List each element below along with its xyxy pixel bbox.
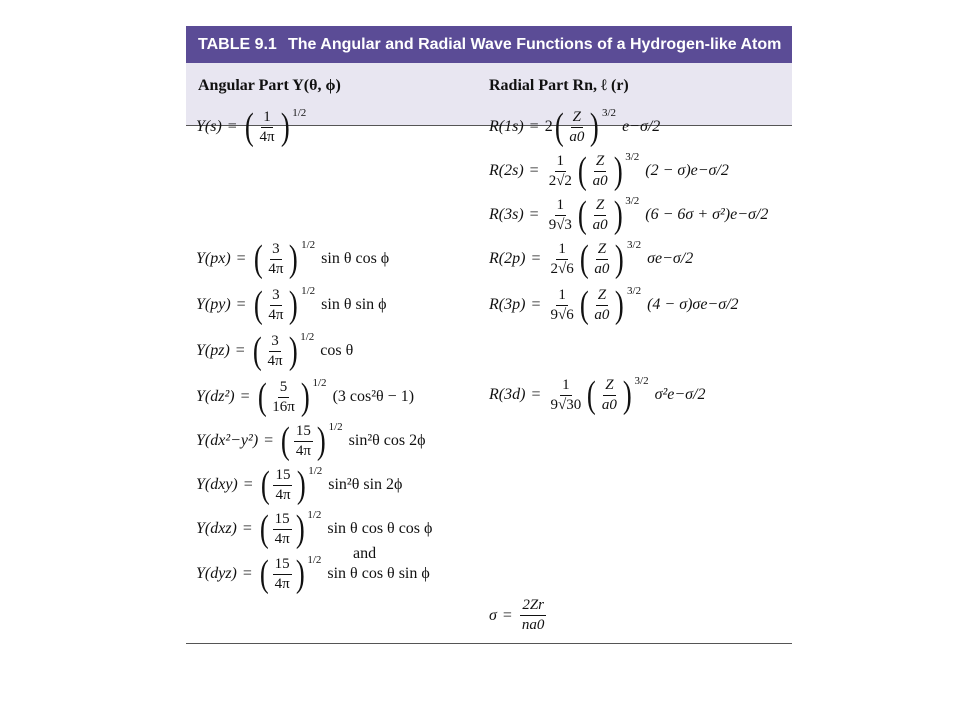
angular-exponent: 1/2 — [308, 464, 323, 477]
angular-denominator: 4π — [267, 352, 283, 369]
table-caption: The Angular and Radial Wave Functions of a Hydrogen-like Atom — [288, 36, 782, 53]
radial-lhs: R(2p) — [489, 250, 526, 267]
angular-numerator: 5 — [278, 380, 290, 398]
angular-row: Y(dyz) = ( $\frac{15}{4\pi}$ ) 1/2 sin θ cos θ sin ϕ — [196, 553, 430, 595]
angular-exponent: 1/2 — [292, 106, 307, 119]
angular-exponent: 1/2 — [300, 330, 315, 343]
radial-tail: σ²e−σ/2 — [654, 386, 706, 403]
radial-exponent: 3/2 — [625, 150, 640, 163]
radial-z-numerator: Z — [596, 288, 608, 306]
angular-lhs: Y(px) — [196, 250, 231, 267]
radial-tail: (2 − σ)e−σ/2 — [645, 162, 729, 179]
radial-coef-numerator: 1 — [556, 288, 568, 306]
angular-tail: (3 cos²θ − 1) — [332, 388, 415, 405]
radial-coef-denominator: 2√6 — [550, 260, 574, 277]
radial-z-denominator: a0 — [594, 260, 610, 277]
angular-lhs: Y(dz²) — [196, 388, 235, 405]
radial-lhs: R(3d) — [489, 386, 526, 403]
angular-denominator: 16π — [272, 398, 295, 415]
radial-coef-numerator: 1 — [556, 242, 568, 260]
radial-part-header: Radial Part Rn, ℓ (r) — [489, 77, 629, 94]
angular-exponent: 1/2 — [328, 420, 343, 433]
radial-coef-numerator: 1 — [555, 198, 567, 216]
angular-row: Y(dxy) = ( $\frac{15}{4\pi}$ ) 1/2 sin²θ sin 2ϕ — [196, 464, 403, 506]
radial-lhs: R(2s) — [489, 162, 524, 179]
angular-numerator: 3 — [269, 334, 281, 352]
sigma-lhs: σ — [489, 606, 497, 624]
angular-row: Y(s) = ( $\frac{1}{4\pi}$ ) 1/2 — [196, 106, 307, 148]
angular-part-header: Angular Part Y(θ, ϕ) — [198, 77, 341, 94]
angular-exponent: 1/2 — [301, 284, 316, 297]
radial-coef-numerator: 1 — [560, 378, 572, 396]
radial-exponent: 3/2 — [602, 106, 617, 119]
radial-row: R(3d) = $\frac{1}{9√30}$ ( $\frac{Z}{a0}$ ) 3/2 σ²e−σ/2 — [489, 374, 706, 416]
angular-row: Y(dx²−y²) = ( $\frac{15}{4\pi}$ ) 1/2 sin²θ cos 2ϕ — [196, 420, 426, 462]
radial-z-numerator: Z — [603, 378, 615, 396]
table-bottom-rule — [186, 643, 792, 644]
angular-row: Y(dz²) = ( $\frac{5}{16\pi}$ ) 1/2 (3 cos²θ − 1) — [196, 376, 415, 418]
angular-exponent: 1/2 — [307, 553, 322, 566]
radial-exponent: 3/2 — [625, 194, 640, 207]
radial-row: R(1s) = 2 ( $\frac{Z}{a0}$ ) 3/2 e−σ/2 — [489, 106, 661, 148]
angular-tail: sin θ cos ϕ — [321, 250, 390, 267]
angular-denominator: 4π — [274, 575, 290, 592]
radial-z-numerator: Z — [594, 154, 606, 172]
sigma-denominator: na0 — [521, 617, 545, 633]
and-label: and — [353, 545, 377, 562]
angular-lhs: Y(dxy) — [196, 476, 238, 493]
angular-lhs: Y(dyz) — [196, 565, 237, 582]
angular-numerator: 15 — [273, 468, 292, 486]
radial-z-denominator: a0 — [569, 128, 585, 145]
radial-tail: e−σ/2 — [622, 118, 661, 135]
radial-coef-denominator: 9√3 — [548, 216, 572, 233]
angular-tail: sin θ cos θ cos ϕ — [327, 520, 433, 537]
radial-lhs: R(3s) — [489, 206, 524, 223]
radial-exponent: 3/2 — [627, 238, 642, 251]
angular-tail: cos θ — [320, 342, 354, 359]
angular-numerator: 15 — [273, 557, 292, 575]
angular-lhs: Y(py) — [196, 296, 231, 313]
radial-lhs: R(1s) — [489, 118, 524, 135]
angular-denominator: 4π — [259, 128, 275, 145]
radial-tail: (6 − 6σ + σ²)e−σ/2 — [645, 206, 769, 223]
angular-numerator: 3 — [270, 288, 282, 306]
radial-row: R(2s) = $\frac{1}{2√2}$ ( $\frac{Z}{a0}$ ) 3/2 (2 − σ)e−σ/2 — [489, 150, 729, 192]
angular-exponent: 1/2 — [307, 508, 322, 521]
angular-row: Y(dxz) = ( $\frac{15}{4\pi}$ ) 1/2 sin θ cos θ cos ϕ — [196, 508, 433, 550]
radial-row: R(3s) = $\frac{1}{9√3}$ ( $\frac{Z}{a0}$ ) 3/2 (6 − 6σ + σ²)e−σ/2 — [489, 194, 769, 236]
angular-row: Y(pz) = ( $\frac{3}{4\pi}$ ) 1/2 cos θ — [196, 330, 354, 372]
radial-coefficient: 2 — [544, 118, 553, 135]
sigma-definition: σ = $\frac{2Zr}{na0}$ — [489, 597, 545, 633]
radial-z-denominator: a0 — [594, 306, 610, 323]
angular-numerator: 15 — [294, 424, 313, 442]
angular-lhs: Y(dx²−y²) — [196, 432, 259, 449]
angular-tail: sin θ sin ϕ — [321, 296, 387, 313]
sigma-numerator: 2Zr — [520, 598, 546, 616]
radial-lhs: R(3p) — [489, 296, 526, 313]
angular-denominator: 4π — [275, 486, 291, 503]
radial-tail: (4 − σ)σe−σ/2 — [647, 296, 739, 313]
angular-lhs: Y(pz) — [196, 342, 230, 359]
radial-row: R(3p) = $\frac{1}{9√6}$ ( $\frac{Z}{a0}$ ) 3/2 (4 − σ)σe−σ/2 — [489, 284, 739, 326]
angular-tail: sin²θ cos 2ϕ — [348, 432, 426, 449]
angular-row: Y(px) = ( $\frac{3}{4\pi}$ ) 1/2 sin θ cos ϕ — [196, 238, 390, 280]
angular-numerator: 3 — [270, 242, 282, 260]
radial-tail: σe−σ/2 — [647, 250, 694, 267]
angular-denominator: 4π — [268, 260, 284, 277]
angular-lhs: Y(dxz) — [196, 520, 237, 537]
angular-exponent: 1/2 — [312, 376, 327, 389]
angular-exponent: 1/2 — [301, 238, 316, 251]
angular-denominator: 4π — [295, 442, 311, 459]
table-title-bar — [186, 26, 792, 63]
table-number: TABLE 9.1 — [198, 36, 277, 53]
angular-tail: sin θ cos θ sin ϕ — [327, 565, 430, 582]
radial-coef-denominator: 9√6 — [550, 306, 574, 323]
angular-tail: sin²θ sin 2ϕ — [328, 476, 403, 493]
angular-lhs: Y(s) — [196, 118, 222, 135]
angular-denominator: 4π — [274, 530, 290, 547]
radial-exponent: 3/2 — [627, 284, 642, 297]
radial-z-denominator: a0 — [592, 172, 608, 189]
radial-z-numerator: Z — [596, 242, 608, 260]
radial-row: R(2p) = $\frac{1}{2√6}$ ( $\frac{Z}{a0}$ ) 3/2 σe−σ/2 — [489, 238, 694, 280]
radial-z-numerator: Z — [594, 198, 606, 216]
radial-coef-denominator: 9√30 — [550, 396, 582, 413]
radial-z-denominator: a0 — [601, 396, 617, 413]
radial-coef-denominator: 2√2 — [548, 172, 572, 189]
angular-row: Y(py) = ( $\frac{3}{4\pi}$ ) 1/2 sin θ sin ϕ — [196, 284, 387, 326]
radial-z-numerator: Z — [571, 110, 583, 128]
radial-coef-numerator: 1 — [555, 154, 567, 172]
angular-numerator: 15 — [273, 512, 292, 530]
radial-exponent: 3/2 — [634, 374, 649, 387]
radial-z-denominator: a0 — [592, 216, 608, 233]
angular-numerator: 1 — [261, 110, 273, 128]
angular-denominator: 4π — [268, 306, 284, 323]
